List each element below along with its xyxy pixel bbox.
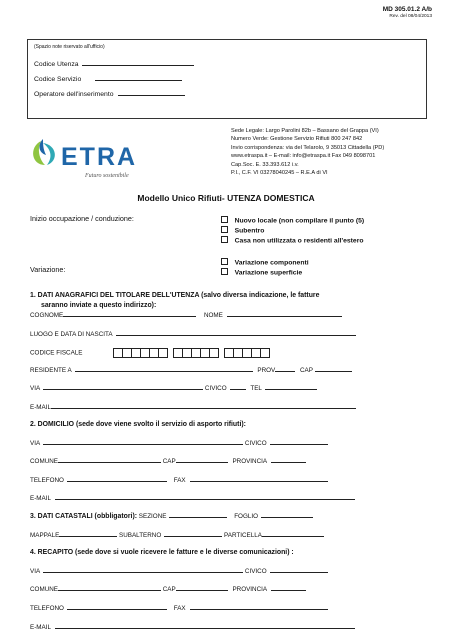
civico-label: CIVICO [204,385,227,392]
occupazione-label: Inizio occupazione / conduzione: [30,214,134,223]
section3-row [30,512,313,520]
checkbox[interactable] [221,226,228,233]
codice-utenza-row [34,60,194,68]
checkbox[interactable] [221,258,228,265]
via-label: VIA [30,440,41,447]
operatore-field[interactable] [118,90,185,96]
cap-field[interactable] [176,585,228,591]
foglio-field[interactable] [261,512,313,518]
telefono-field[interactable] [67,476,167,482]
provincia-field[interactable] [271,457,306,463]
document-code [383,6,432,20]
via-field[interactable] [43,567,243,573]
via-field[interactable] [43,384,203,390]
nome-field[interactable] [227,311,342,317]
residente-label: RESIDENTE A [30,367,72,374]
option-nuovo-locale[interactable]: Nuovo locale (non compilare il punto (5) [221,216,364,225]
domicilio-comune-row [30,457,306,465]
sezione-label: SEZIONE [138,513,167,520]
revision-date: Rev. del 08/04/2013 [389,14,432,19]
domicilio-email-row [30,494,355,502]
option-subentro[interactable]: Subentro [221,226,264,235]
codice-fiscale-boxes[interactable] [114,348,276,358]
codice-utenza-label: Codice Utenza [34,61,79,68]
fax-field[interactable] [190,604,328,610]
email-row [30,403,356,411]
residente-row [30,366,352,374]
mappale-field[interactable] [59,531,117,537]
subalterno-field[interactable] [164,531,222,537]
etra-logo [27,135,197,183]
provincia-label: PROVINCIA [232,586,268,593]
cap-label: CAP [162,458,176,465]
comune-field[interactable] [58,585,161,591]
comune-label: COMUNE [30,586,58,593]
via-label: VIA [30,385,41,392]
fax-label: FAX [173,605,186,612]
domicilio-via-row [30,439,328,447]
checkbox[interactable] [221,216,228,223]
sezione-field[interactable] [169,512,227,518]
checkbox[interactable] [221,236,228,243]
prov-field[interactable] [275,366,295,372]
office-reserved-box [27,39,427,119]
civico-label: CIVICO [244,440,267,447]
email-label: E-MAIL [30,495,51,502]
comune-field[interactable] [58,457,161,463]
via-row [30,384,317,392]
codice-fiscale-row [30,348,276,358]
logo-wordmark: ETRA [61,143,138,171]
operatore-row [34,90,185,98]
via-label: VIA [30,568,41,575]
operatore-label: Operatore dell'inserimento [34,91,114,98]
tel-field[interactable] [265,384,317,390]
residente-field[interactable] [75,366,253,372]
telefono-label: TELEFONO [30,477,64,484]
option-variazione-superficie[interactable]: Variazione superficie [221,268,302,277]
mappale-label: MAPPALE [30,532,60,539]
email-field[interactable] [55,623,355,629]
company-line: www.etraspa.it – E-mail: info@etraspa.it Fax 049 8098701 [231,153,376,160]
domicilio-telefono-row [30,476,328,484]
particella-label: PARTICELLA [224,532,262,539]
civico-field[interactable] [270,439,328,445]
form-code: MD 305.01.2 A/b [382,6,432,13]
logo-tagline: Futuro sostenibile [85,173,129,179]
cap-label: CAP [162,586,176,593]
section2-title: 2. DOMICILIO (sede dove viene svolto il servizio di asporto rifiuti): [30,421,246,428]
company-line: Cap.Soc. E. 33.393.612 i.v. [231,161,299,168]
cap-field[interactable] [176,457,228,463]
via-field[interactable] [43,439,243,445]
fax-label: FAX [173,477,186,484]
telefono-field[interactable] [67,604,167,610]
form-title: Modello Unico Rifiuti- UTENZA DOMESTICA [137,193,315,203]
option-variazione-componenti[interactable]: Variazione componenti [221,258,309,267]
comune-label: COMUNE [30,458,58,465]
particella-field[interactable] [262,531,324,537]
recapito-via-row [30,567,328,575]
codice-utenza-field[interactable] [82,60,194,66]
civico-field[interactable] [230,384,246,390]
company-line: Numero Verde: Gestione Servizio Rifiuti 800 247 842 [231,136,363,143]
cognome-row [30,311,342,319]
codice-servizio-field[interactable] [95,75,182,81]
nome-label: NOME [203,312,223,319]
email-field[interactable] [51,403,356,409]
codice-fiscale-label: CODICE FISCALE [30,349,83,357]
recapito-telefono-row [30,604,328,612]
company-line: P.I., C.F. VI 03278040245 – R.E.A di VI [231,170,328,177]
option-casa-non-utilizzata[interactable]: Casa non utilizzata o residenti all'estero [221,236,364,245]
email-label: E-MAIL [30,624,51,631]
email-label: E-MAIL [30,404,51,411]
foglio-label: FOGLIO [234,513,258,520]
cognome-field[interactable] [63,311,196,317]
cap-label: CAP [300,367,313,374]
company-info [231,127,384,177]
mappale-row [30,531,324,539]
civico-label: CIVICO [244,568,267,575]
section1-title-cont: saranno inviate a questo indirizzo): [41,302,157,309]
variazione-label: Variazione: [30,265,66,274]
recapito-comune-row [30,585,306,593]
codice-servizio-row [34,75,182,83]
prov-label: PROV [257,367,276,374]
cap-field[interactable] [315,366,352,372]
company-line: Sede Legale: Largo Parolini 82b – Bassano del Grappa (VI) [231,128,379,134]
telefono-label: TELEFONO [30,605,64,612]
provincia-field[interactable] [271,585,306,591]
recapito-email-row [30,623,355,631]
fax-field[interactable] [190,476,328,482]
provincia-label: PROVINCIA [232,458,268,465]
cognome-label: COGNOME [30,312,64,319]
section3-title: 3. DATI CATASTALI (obbligatori): [30,513,138,520]
company-line: Invio corrispondenza: via del Telarolo, 9 35013 Cittadella (PD) [231,144,385,151]
luogo-label: LUOGO E DATA DI NASCITA [30,331,113,338]
subalterno-label: SUBALTERNO [119,532,162,539]
civico-field[interactable] [270,567,328,573]
tel-label: TEL [250,385,262,392]
section4-title: 4. RECAPITO (sede dove si vuole ricevere le fatture e le diverse comunicazioni) : [30,549,294,556]
luogo-field[interactable] [116,330,356,336]
section1-title: 1. DATI ANAGRAFICI DEL TITOLARE DELL'UTENZA (salvo diversa indicazione, le fatture [30,292,320,299]
checkbox[interactable] [221,268,228,275]
office-note: (Spazio note riservato all'ufficio) [34,44,105,50]
luogo-row [30,330,356,338]
etra-logo-graphic [27,135,197,183]
email-field[interactable] [55,494,355,500]
codice-servizio-label: Codice Servizio [34,76,82,83]
